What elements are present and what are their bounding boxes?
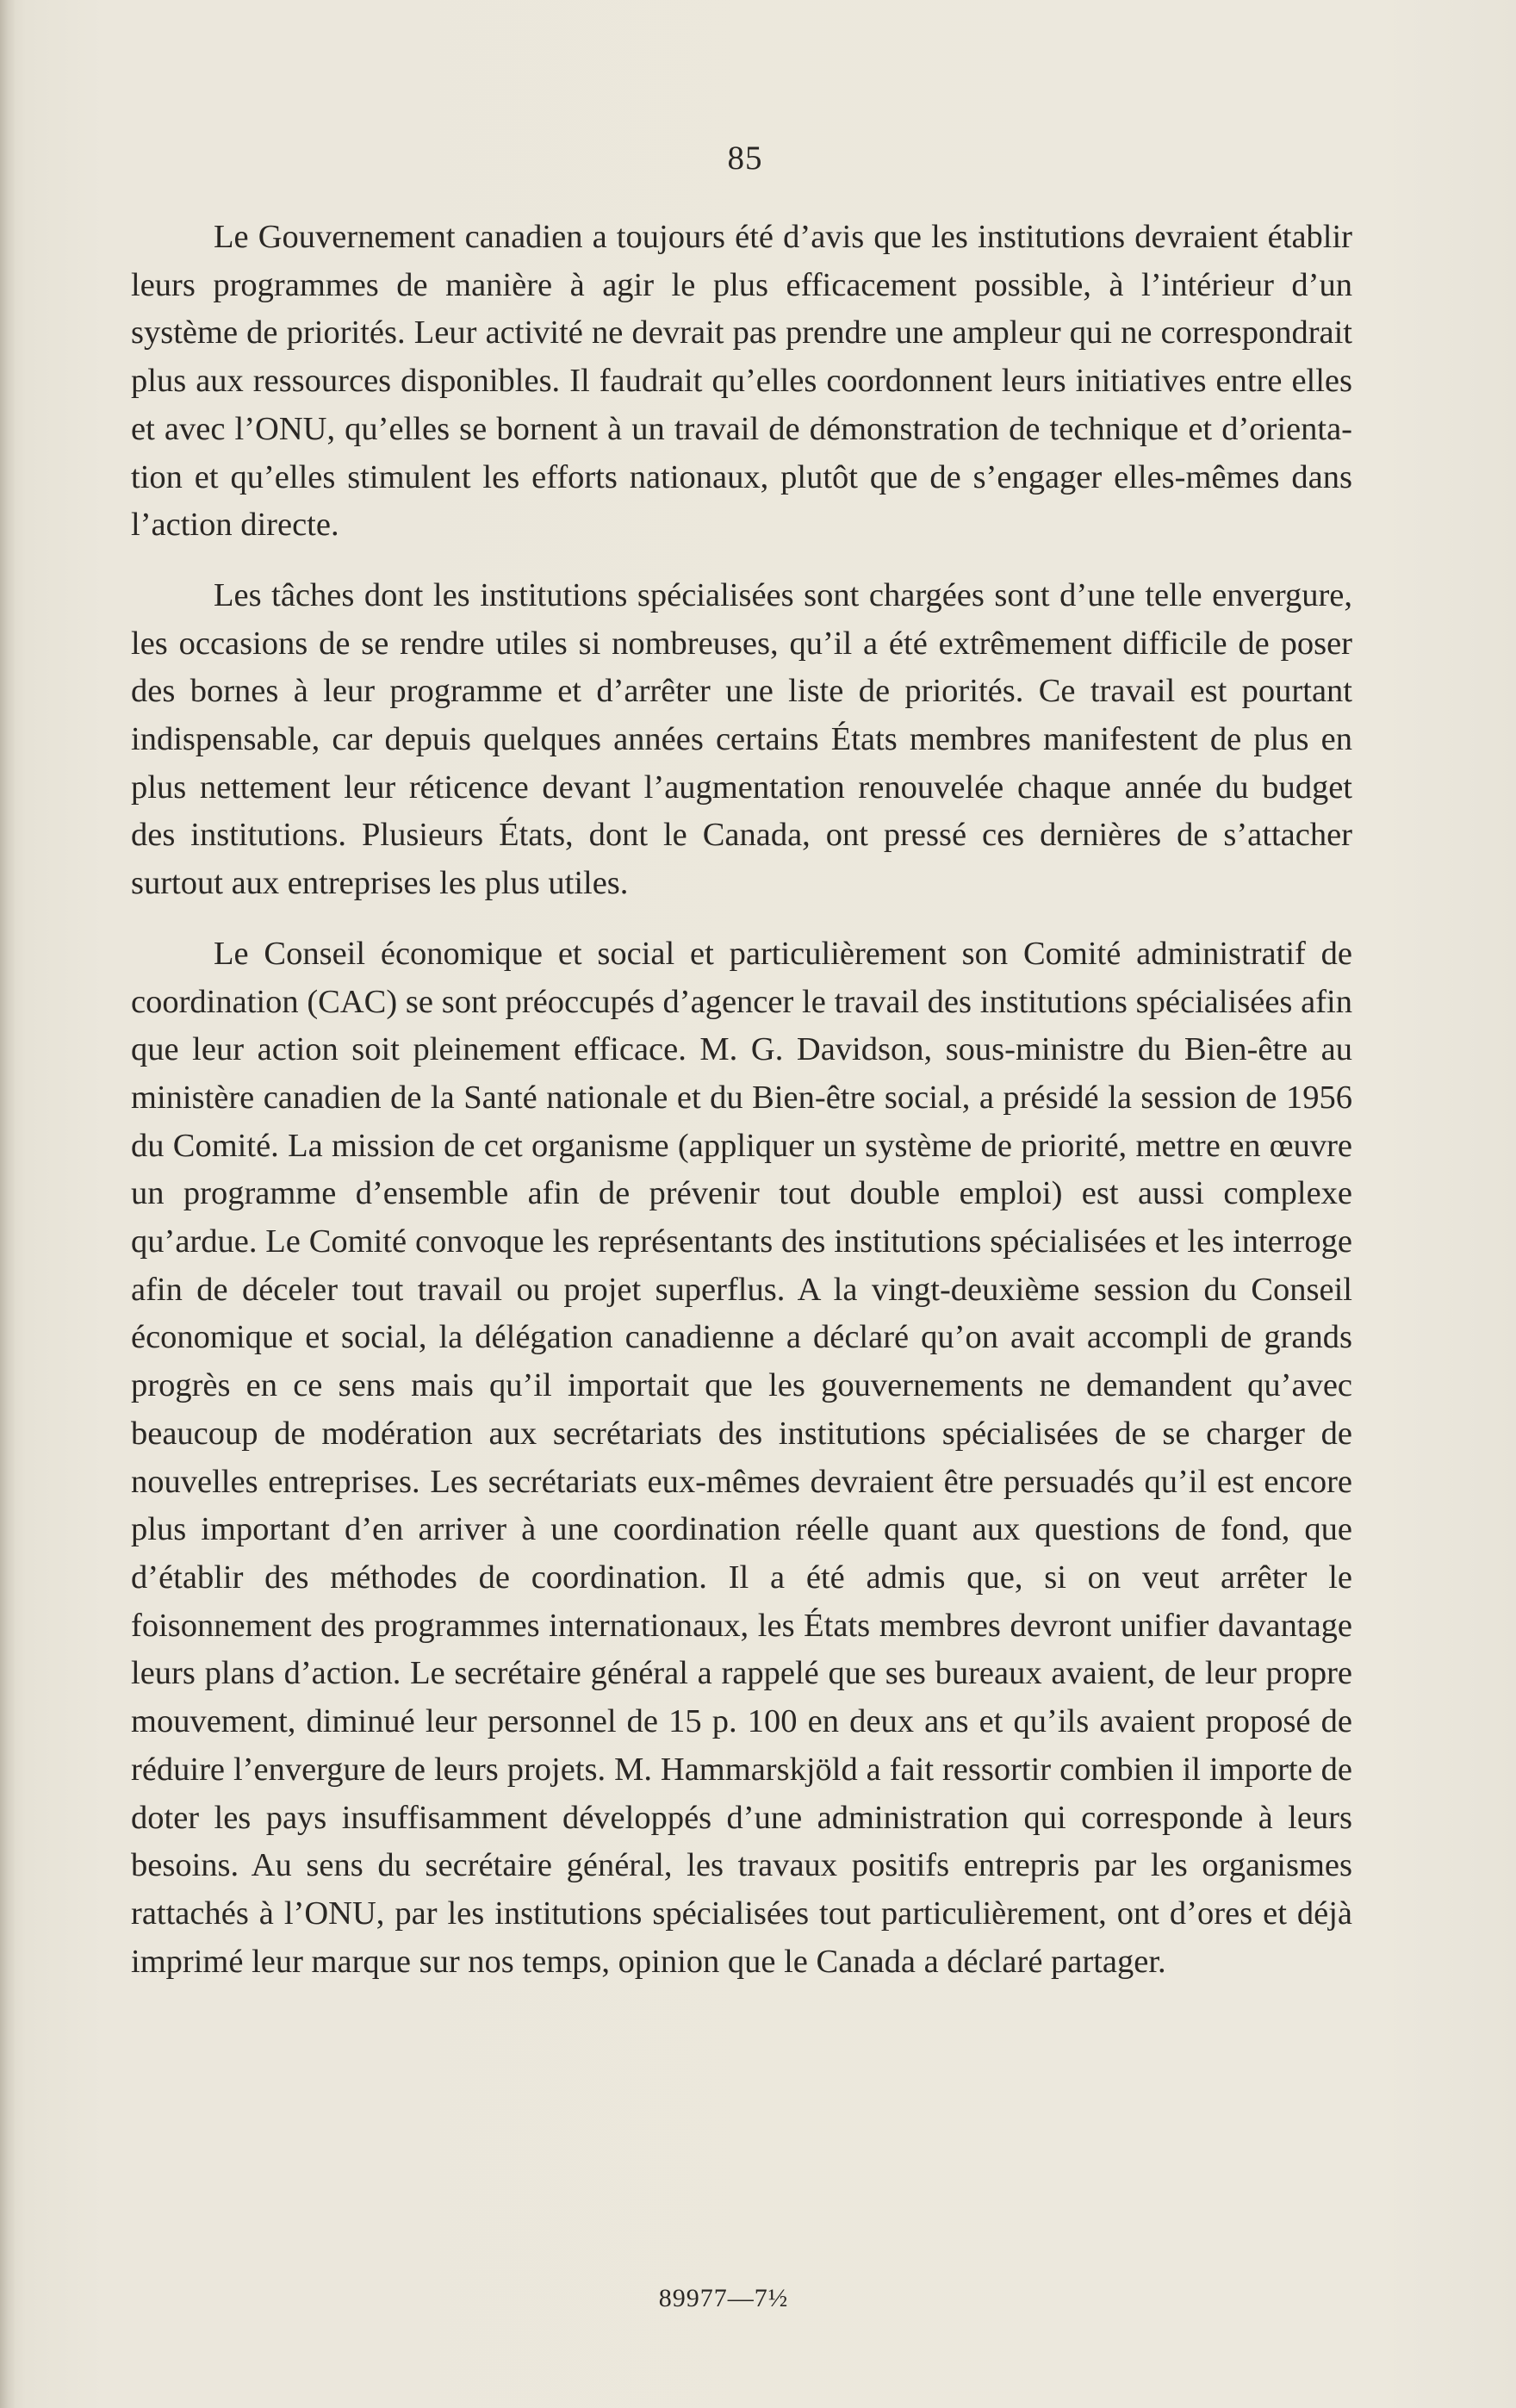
paragraph-3: Le Conseil économique et social et particulièrement son Comité administratif de coordination (CAC) se sont préoccupés d’agencer le travail des institutions spécialisées afin que leur action soit pleinement efficace. M. G. Davidson, sous-ministre du Bien-être au ministère canadien de la Santé nationale et du Bien-être social, a présidé la session de 1956 du Comité. La mission de cet organisme (appliquer un système de priorité, mettre en œuvre un programme d’ensemble afin de prévenir tout double emploi) est aussi complexe qu’ardue. Le Comité convoque les représentants des institutions spécialisées et les interroge afin de déceler tout travail ou projet superflus. A la vingt-deuxième session du Conseil économique et social, la délégation canadienne a déclaré qu’on avait accompli de grands progrès en ce sens mais qu’il importait que les gouvernements ne demandent qu’avec beaucoup de modération aux secrétariats des institutions spécialisées de se charger de nouvelles entreprises. Les secrétariats eux-mêmes devraient être persuadés qu’il est encore plus important d’en arriver à une coordination réelle quant aux questions de fond, que d’établir des méthodes de coordination. Il a été admis que, si on veut arrêter le foisonnement des programmes internationaux, les États membres devront unifier davantage leurs plans d’action. Le secrétaire général a rappelé que ses bureaux avaient, de leur propre mouvement, diminué leur personnel de 15 p. 100 en deux ans et qu’ils avaient proposé de réduire l’envergure de leurs projets. M. Hammarskjöld a fait ressortir combien il importe de doter les pays insuffisamment développés d’une administration qui corresponde à leurs besoins. Au sens du secrétaire général, les travaux positifs entrepris par les organismes rattachés à l’ONU, par les institutions spécialisées tout particulièrement, ont d’ores et déjà imprimé leur marque sur nos temps, opinion que le Canada a déclaré partager. [131, 935, 1352, 1980]
body-text [131, 214, 1352, 2008]
paragraph-1: Le Gouvernement canadien a toujours été d’avis que les institutions devraient établir leurs programmes de manière à agir le plus efficacement possible, à l’intérieur d’un système de priorités. Leur activité ne devrait pas prendre une ampleur qui ne correspondrait plus aux ressources disponibles. Il faudrait qu’elles coordonnent leurs initiatives entre elles et avec l’ONU, qu’elles se bornent à un travail de démonstration de technique et d’orientation et qu’elles stimulent les efforts nationaux, plutôt que de s’engager elles-mêmes dans l’action directe. [131, 219, 1352, 544]
binding-edge [0, 0, 16, 2408]
paragraph-2: Les tâches dont les institutions spécialisées sont chargées sont d’une telle envergure, les occasions de se rendre utiles si nombreuses, qu’il a été extrêmement difficile de poser des bornes à leur programme et d’arrêter une liste de priorités. Ce travail est pourtant indispensable, car depuis quelques années certains États membres manifestent de plus en plus nettement leur réticence devant l’augmentation renouvelée chaque année du budget des institutions. Plusieurs États, dont le Canada, ont pressé ces dernières de s’attacher surtout aux entreprises les plus utiles. [131, 576, 1352, 902]
page-number: 85 [727, 140, 763, 177]
footer-print-code: 89977—7½ [658, 2284, 789, 2312]
